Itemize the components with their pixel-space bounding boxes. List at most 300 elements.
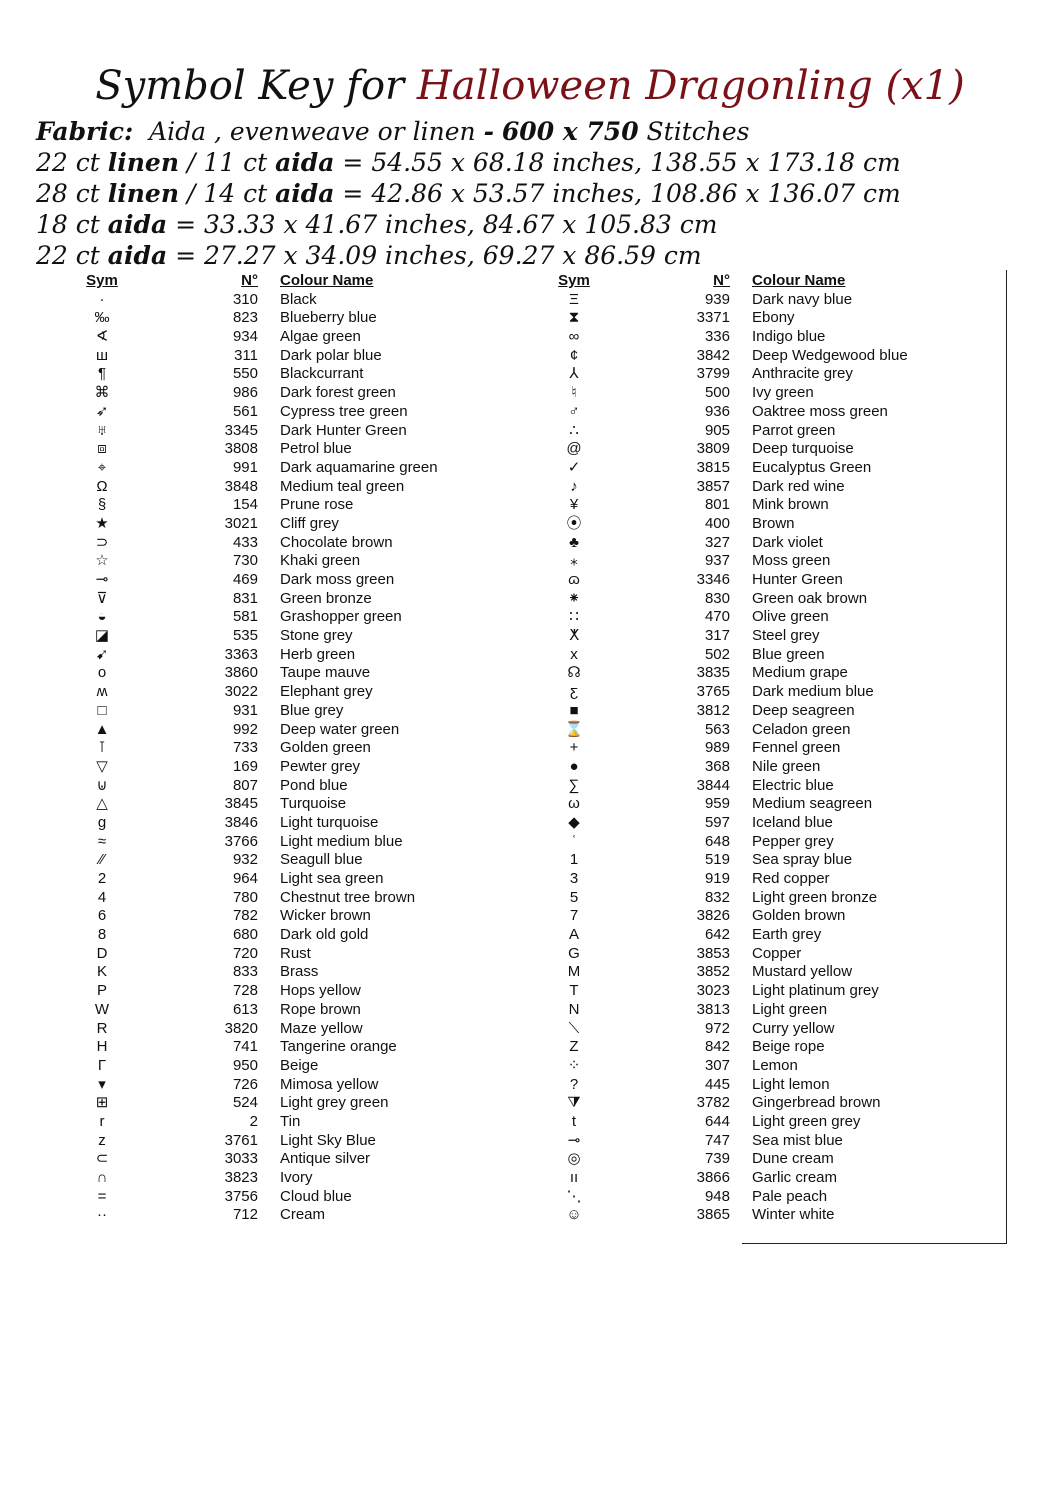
colour-name-cell: Deep water green — [280, 720, 400, 738]
colour-name-cell: Tin — [280, 1112, 301, 1130]
table-row — [552, 365, 972, 384]
number-cell: 311 — [234, 346, 258, 364]
fabric-types: Aida , evenweave or linen — [149, 117, 476, 146]
number-cell: 3842 — [696, 346, 730, 364]
table-row — [80, 403, 500, 422]
symbol-cell: H — [96, 1038, 108, 1056]
symbol-cell: ▽ — [96, 757, 108, 775]
colour-name-cell: Lemon — [752, 1056, 798, 1074]
symbol-cell: ⁎ — [570, 552, 578, 570]
symbol-cell: ⟍ — [568, 1019, 580, 1037]
colour-name-cell: Pond blue — [280, 776, 348, 794]
symbol-cell: o — [97, 664, 107, 682]
colour-name-cell: Deep seagreen — [752, 701, 855, 719]
symbol-cell: ◪ — [94, 627, 110, 645]
table-row — [552, 608, 972, 627]
number-cell: 3845 — [224, 795, 258, 813]
table-row — [80, 1188, 500, 1207]
table-row — [80, 608, 500, 627]
symbol-cell: 2 — [97, 870, 107, 887]
symbol-cell: G — [568, 944, 580, 962]
number-cell: 782 — [232, 907, 258, 925]
fabric-label: Fabric: — [36, 117, 134, 146]
colour-name-cell: Dark aquamarine green — [280, 458, 438, 476]
symbol-cell: ıı — [569, 1169, 579, 1186]
colour-name-cell: Cypress tree green — [280, 402, 408, 420]
symbol-cell: T — [569, 982, 579, 1000]
symbol-cell: ♪ — [570, 477, 578, 495]
colour-name-cell: Black — [280, 290, 317, 308]
number-cell: 327 — [704, 533, 730, 551]
colour-name-cell: Chestnut tree brown — [280, 888, 416, 906]
symbol-cell: ⧩ — [567, 1094, 581, 1112]
table-row — [80, 1169, 500, 1188]
symbol-cell: ʿ — [571, 832, 577, 850]
table-row — [80, 721, 500, 740]
symbol-cell: z — [98, 1131, 106, 1149]
number-cell: 991 — [232, 458, 258, 476]
colour-name-cell: Light sea green — [280, 870, 384, 887]
number-cell: 154 — [232, 496, 258, 514]
colour-name-cell: Curry yellow — [752, 1019, 835, 1037]
symbol-cell: W — [94, 1000, 110, 1018]
symbol-cell: ∴ — [569, 421, 579, 439]
page-title — [0, 58, 1060, 114]
table-row — [552, 664, 972, 683]
colour-name-cell: Golden green — [280, 739, 371, 757]
colour-name-cell: Beige — [280, 1056, 319, 1074]
table-row — [552, 982, 972, 1001]
symbol-cell: + — [569, 739, 579, 757]
colour-name-cell: Oaktree moss green — [752, 402, 888, 420]
table-row — [552, 1038, 972, 1057]
symbol-cell: ⊽ — [96, 589, 108, 607]
symbol-cell: ⊞ — [95, 1094, 109, 1112]
table-row — [552, 1150, 972, 1169]
symbol-cell: ⁕ — [567, 589, 581, 607]
number-cell: 3756 — [224, 1187, 258, 1205]
table-row — [80, 646, 500, 665]
symbol-cell: ♂ — [568, 402, 580, 420]
table-row — [80, 758, 500, 777]
colour-name-cell: Light green bronze — [752, 888, 878, 906]
table-row — [552, 646, 972, 665]
colour-name-cell: Winter white — [752, 1206, 835, 1224]
table-row — [552, 1076, 972, 1095]
fabric-size: 600 x 750 — [501, 117, 639, 146]
colour-name-cell: Steel grey — [752, 627, 820, 645]
table-row — [552, 515, 972, 534]
number-cell: 3823 — [224, 1169, 258, 1186]
colour-name-cell: Earth grey — [752, 926, 822, 944]
colour-name-cell: Khaki green — [280, 552, 361, 570]
table-row — [80, 309, 500, 328]
symbol-cell: ·· — [97, 1206, 107, 1224]
fabric-unit: Stitches — [646, 117, 750, 146]
symbol-cell: x — [570, 645, 578, 663]
symbol-cell: ■ — [569, 701, 579, 719]
symbol-cell: ⊸ — [95, 571, 109, 588]
colour-name-cell: Maze yellow — [280, 1019, 363, 1037]
number-cell: 3799 — [696, 365, 730, 383]
number-cell: 3812 — [696, 701, 730, 719]
table-row — [552, 851, 972, 870]
colour-name-cell: Ivory — [280, 1169, 313, 1186]
symbol-cell: ➹ — [95, 645, 109, 663]
colour-name-cell: Pepper grey — [752, 832, 834, 850]
symbol-table-right — [552, 272, 972, 1225]
symbol-cell: ⦿ — [566, 514, 582, 532]
symbol-cell: ⌖ — [97, 458, 107, 476]
colour-name-cell: Eucalyptus Green — [752, 458, 872, 476]
symbol-cell: ⊃ — [95, 533, 109, 551]
number-cell: 310 — [232, 290, 258, 308]
size-line: 22 ct linen / 11 ct aida = 54.55 x 68.18 inches, 138.55 x 173.18 cm — [36, 148, 901, 177]
header-name: Colour Name — [280, 272, 374, 289]
number-cell: 3846 — [224, 813, 258, 831]
colour-name-cell: Light green — [752, 1000, 828, 1018]
symbol-cell: ∑ — [568, 776, 580, 794]
colour-name-cell: Indigo blue — [752, 328, 826, 346]
pattern-name: Halloween Dragonling (x1) — [416, 63, 965, 109]
colour-name-cell: Red copper — [752, 870, 830, 887]
colour-name-cell: Parrot green — [752, 421, 836, 439]
symbol-cell: ƹ — [569, 683, 579, 701]
symbol-cell: ⌛ — [564, 720, 584, 738]
number-cell: 932 — [232, 851, 258, 869]
colour-name-cell: Brown — [752, 514, 795, 532]
colour-name-cell: Seagull blue — [280, 851, 363, 869]
table-row — [80, 1132, 500, 1151]
table-row — [80, 534, 500, 553]
colour-name-cell: Chocolate brown — [280, 533, 393, 551]
number-cell: 581 — [232, 608, 258, 626]
table-header — [552, 272, 972, 291]
number-cell: 936 — [704, 402, 730, 420]
symbol-cell: ¶ — [97, 365, 107, 383]
symbol-cell: Ω — [96, 477, 108, 495]
number-cell: 986 — [232, 384, 258, 402]
colour-name-cell: Medium teal green — [280, 477, 405, 495]
size-line: 22 ct aida = 27.27 x 34.09 inches, 69.27 x 86.59 cm — [36, 241, 702, 270]
colour-name-cell: Hops yellow — [280, 982, 361, 1000]
number-cell: 470 — [704, 608, 730, 626]
number-cell: 831 — [232, 589, 258, 607]
symbol-cell: ☺ — [566, 1206, 582, 1224]
table-row — [552, 478, 972, 497]
number-cell: 445 — [704, 1075, 730, 1093]
table-row — [80, 664, 500, 683]
table-row — [80, 1057, 500, 1076]
symbol-cell: 7 — [569, 907, 579, 925]
number-cell: 2 — [249, 1112, 258, 1130]
number-cell: 3809 — [696, 440, 730, 458]
symbol-cell: t — [571, 1112, 577, 1130]
colour-name-cell: Nile green — [752, 757, 821, 775]
table-row — [552, 1132, 972, 1151]
colour-name-cell: Light medium blue — [280, 832, 403, 850]
table-row — [552, 422, 972, 441]
number-cell: 780 — [232, 888, 258, 906]
fabric-specs — [36, 116, 901, 271]
header-num: N° — [241, 272, 258, 289]
table-row — [80, 851, 500, 870]
symbol-cell: ω — [568, 795, 580, 813]
symbol-cell: ∷ — [569, 608, 579, 626]
colour-name-cell: Fennel green — [752, 739, 841, 757]
colour-name-cell: Dark red wine — [752, 477, 845, 495]
table-row — [552, 907, 972, 926]
table-row — [552, 739, 972, 758]
table-row — [80, 1113, 500, 1132]
table-row — [80, 889, 500, 908]
symbol-cell: ш — [95, 346, 109, 364]
colour-name-cell: Herb green — [280, 645, 356, 663]
table-row — [552, 1094, 972, 1113]
number-cell: 3808 — [224, 440, 258, 458]
colour-name-cell: Garlic cream — [752, 1169, 838, 1186]
symbol-cell: ≈ — [97, 832, 107, 850]
symbol-cell: ● — [569, 757, 579, 775]
number-cell: 613 — [232, 1000, 258, 1018]
table-row — [552, 963, 972, 982]
number-cell: 830 — [704, 589, 730, 607]
colour-name-cell: Dark navy blue — [752, 290, 853, 308]
table-row — [80, 328, 500, 347]
colour-name-cell: Light turquoise — [280, 813, 379, 831]
symbol-cell: ◎ — [567, 1150, 581, 1168]
fabric-sep: - — [483, 117, 494, 146]
size-line: 28 ct linen / 14 ct aida = 42.86 x 53.57 inches, 108.86 x 136.07 cm — [36, 179, 901, 208]
colour-name-cell: Light lemon — [752, 1075, 830, 1093]
table-row — [80, 571, 500, 590]
table-row — [80, 907, 500, 926]
symbol-cell: ∩ — [96, 1169, 108, 1186]
number-cell: 747 — [704, 1131, 730, 1149]
number-cell: 3033 — [224, 1150, 258, 1168]
table-row — [552, 1001, 972, 1020]
symbol-cell: ★ — [95, 514, 109, 532]
table-row — [80, 795, 500, 814]
table-row — [80, 496, 500, 515]
number-cell: 524 — [232, 1094, 258, 1112]
table-row — [552, 758, 972, 777]
number-cell: 3022 — [224, 683, 258, 701]
colour-name-cell: Ebony — [752, 309, 795, 327]
number-cell: 931 — [232, 701, 258, 719]
symbol-cell: K — [96, 963, 107, 981]
colour-name-cell: Blueberry blue — [280, 309, 377, 327]
number-cell: 3826 — [696, 907, 730, 925]
colour-name-cell: Taupe mauve — [280, 664, 371, 682]
number-cell: 739 — [704, 1150, 730, 1168]
header-sym: Sym — [558, 272, 590, 289]
colour-name-cell: Sea mist blue — [752, 1131, 843, 1149]
number-cell: 3844 — [696, 776, 730, 794]
number-cell: 3765 — [696, 683, 730, 701]
symbol-cell: ¥ — [569, 496, 579, 514]
symbol-cell: g — [97, 813, 107, 831]
title-prefix: Symbol Key for — [95, 63, 417, 109]
symbol-cell: 8 — [97, 926, 107, 944]
number-cell: 597 — [704, 813, 730, 831]
number-cell: 563 — [704, 720, 730, 738]
table-header — [80, 272, 500, 291]
number-cell: 3848 — [224, 477, 258, 495]
table-row — [80, 945, 500, 964]
table-row — [80, 440, 500, 459]
symbol-cell: D — [96, 944, 108, 962]
table-row — [80, 1001, 500, 1020]
colour-name-cell: Moss green — [752, 552, 831, 570]
number-cell: 712 — [232, 1206, 258, 1224]
table-row — [80, 1206, 500, 1225]
colour-name-cell: Dark medium blue — [752, 683, 874, 701]
table-row — [552, 496, 972, 515]
header-sym: Sym — [86, 272, 118, 289]
number-cell: 959 — [704, 795, 730, 813]
symbol-cell: 1 — [569, 851, 579, 869]
symbol-cell: 6 — [97, 907, 107, 925]
colour-name-cell: Mink brown — [752, 496, 829, 514]
colour-name-cell: Green oak brown — [752, 589, 868, 607]
colour-name-cell: Tangerine orange — [280, 1038, 397, 1056]
number-cell: 500 — [704, 384, 730, 402]
colour-name-cell: Sea spray blue — [752, 851, 853, 869]
table-row — [80, 702, 500, 721]
number-cell: 730 — [232, 552, 258, 570]
colour-name-cell: Light Sky Blue — [280, 1131, 376, 1149]
number-cell: 905 — [704, 421, 730, 439]
table-row — [552, 702, 972, 721]
bottom-border-line — [742, 1243, 1007, 1244]
table-row — [552, 1057, 972, 1076]
table-row — [80, 777, 500, 796]
colour-name-cell: Dune cream — [752, 1150, 834, 1168]
table-row — [552, 384, 972, 403]
number-cell: 937 — [704, 552, 730, 570]
colour-name-cell: Light green grey — [752, 1112, 861, 1130]
colour-name-cell: Dark violet — [752, 533, 823, 551]
symbol-cell: ⵅ — [569, 627, 579, 645]
number-cell: 519 — [704, 851, 730, 869]
colour-name-cell: Medium grape — [752, 664, 848, 682]
symbol-cell: 3 — [569, 870, 579, 887]
table-row — [80, 870, 500, 889]
number-cell: 919 — [704, 870, 730, 887]
table-row — [80, 365, 500, 384]
number-cell: 561 — [232, 402, 258, 420]
symbol-cell: ⁄⁄ — [99, 851, 105, 869]
table-row — [552, 590, 972, 609]
colour-name-cell: Mustard yellow — [752, 963, 853, 981]
colour-name-cell: Light platinum grey — [752, 982, 879, 1000]
table-row — [552, 795, 972, 814]
colour-name-cell: Hunter Green — [752, 571, 843, 588]
colour-name-cell: Light grey green — [280, 1094, 389, 1112]
symbol-table-left — [80, 272, 500, 1225]
symbol-cell: R — [96, 1019, 108, 1037]
symbol-cell: ɷ — [568, 571, 580, 588]
table-row — [552, 926, 972, 945]
number-cell: 3853 — [696, 944, 730, 962]
fabric-line — [36, 116, 901, 147]
table-row — [552, 627, 972, 646]
number-cell: 644 — [704, 1112, 730, 1130]
colour-name-cell: Olive green — [752, 608, 829, 626]
number-cell: 733 — [232, 739, 258, 757]
number-cell: 3835 — [696, 664, 730, 682]
symbol-cell: r — [99, 1112, 105, 1130]
colour-name-cell: Electric blue — [752, 776, 834, 794]
table-row — [80, 1020, 500, 1039]
colour-name-cell: Prune rose — [280, 496, 354, 514]
symbol-cell: ▾ — [98, 1075, 106, 1093]
number-cell: 801 — [704, 496, 730, 514]
table-row — [80, 459, 500, 478]
table-row — [80, 291, 500, 310]
number-cell: 3021 — [224, 514, 258, 532]
symbol-cell: ⋱ — [566, 1187, 582, 1205]
number-cell: 3782 — [696, 1094, 730, 1112]
symbol-cell: = — [97, 1187, 107, 1205]
number-cell: 3860 — [224, 664, 258, 682]
number-cell: 3857 — [696, 477, 730, 495]
symbol-cell: ♅ — [96, 421, 108, 439]
table-row — [552, 403, 972, 422]
table-row — [552, 777, 972, 796]
number-cell: 317 — [704, 627, 730, 645]
colour-name-cell: Blue green — [752, 645, 825, 663]
symbol-cell: 5 — [569, 888, 579, 906]
colour-name-cell: Rope brown — [280, 1000, 361, 1018]
colour-name-cell: Medium seagreen — [752, 795, 873, 813]
number-cell: 3363 — [224, 645, 258, 663]
colour-name-cell: Dark moss green — [280, 571, 395, 588]
table-row — [80, 1150, 500, 1169]
table-row — [552, 347, 972, 366]
symbol-cell: ♣ — [569, 533, 579, 551]
colour-name-cell: Deep Wedgewood blue — [752, 346, 908, 364]
symbol-cell: ⌘ — [94, 384, 110, 402]
number-cell: 535 — [232, 627, 258, 645]
colour-name-cell: Brass — [280, 963, 319, 981]
number-cell: 3371 — [696, 309, 730, 327]
number-cell: 3820 — [224, 1019, 258, 1037]
table-row — [552, 870, 972, 889]
colour-name-cell: Beige rope — [752, 1038, 825, 1056]
symbol-cell: · — [99, 290, 105, 308]
number-cell: 992 — [232, 720, 258, 738]
number-cell: 720 — [232, 944, 258, 962]
symbol-cell: △ — [96, 795, 108, 813]
symbol-cell: ¢ — [569, 346, 579, 364]
table-row — [80, 739, 500, 758]
symbol-cell: ☆ — [95, 552, 109, 570]
number-cell: 368 — [704, 757, 730, 775]
colour-name-cell: Mimosa yellow — [280, 1075, 379, 1093]
table-row — [552, 552, 972, 571]
table-row — [552, 459, 972, 478]
colour-name-cell: Deep turquoise — [752, 440, 854, 458]
number-cell: 3865 — [696, 1206, 730, 1224]
number-cell: 3813 — [696, 1000, 730, 1018]
number-cell: 833 — [232, 963, 258, 981]
table-row — [552, 683, 972, 702]
table-row — [80, 515, 500, 534]
table-row — [552, 1169, 972, 1188]
colour-name-cell: Cloud blue — [280, 1187, 352, 1205]
